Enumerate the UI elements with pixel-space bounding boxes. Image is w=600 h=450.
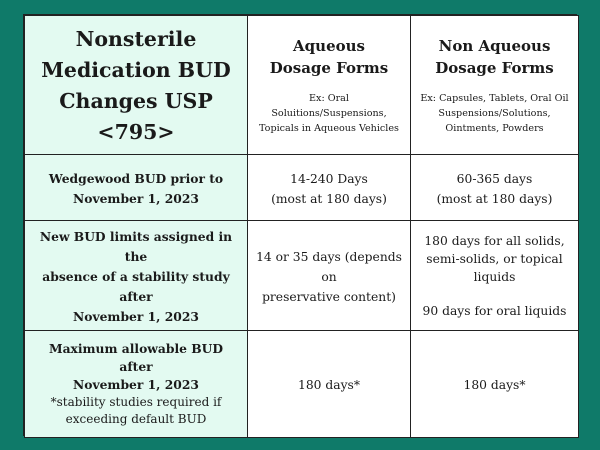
non-aqueous-value-cell [411, 331, 579, 438]
table [24, 15, 579, 438]
aqueous-heading: Aqueous Dosage Forms [269, 36, 389, 77]
page-title: Nonsterile Medication BUD Changes USP <795> [41, 27, 231, 144]
aqueous-value: 180 days* [298, 378, 360, 392]
non-aqueous-extra-value: 90 days for oral liquids [422, 303, 567, 318]
table-row [25, 331, 579, 438]
row-label: Wedgewood BUD prior to November 1, 2023 [48, 170, 224, 206]
aqueous-header-cell [248, 16, 411, 155]
row-label-cell [25, 221, 248, 331]
bud-comparison-table [23, 14, 577, 436]
aqueous-value-cell [248, 221, 411, 331]
row-label-cell [25, 331, 248, 438]
table-row [25, 221, 579, 331]
spacer [417, 286, 572, 302]
non-aqueous-value-cell [411, 155, 579, 221]
non-aqueous-value-cell [411, 221, 579, 331]
non-aqueous-heading: Non Aqueous Dosage Forms [435, 36, 554, 77]
row-label: Maximum allowable BUD after November 1, 2023 [48, 341, 224, 392]
row-label: New BUD limits assigned in the absence of a stability study after November 1, 2023 [39, 228, 233, 324]
non-aqueous-value: 180 days for all solids, semi-solids, or topical liquids [424, 233, 565, 284]
row-note: *stability studies required if exceeding default BUD [50, 395, 222, 426]
non-aqueous-header-cell [411, 16, 579, 155]
aqueous-value-cell [248, 155, 411, 221]
non-aqueous-value: 60-365 days (most at 180 days) [436, 171, 553, 206]
aqueous-value-cell [248, 331, 411, 438]
row-label-cell [25, 155, 248, 221]
table-row [25, 155, 579, 221]
aqueous-value: 14 or 35 days (depends on preservative content) [256, 249, 402, 304]
title-cell [25, 16, 248, 155]
header-row [25, 16, 579, 155]
non-aqueous-examples: Ex: Capsules, Tablets, Oral Oil Suspensions/Solutions, Ointments, Powders [420, 92, 569, 134]
aqueous-examples: Ex: Oral Soluitions/Suspensions, Topicals in Aqueous Vehicles [259, 92, 399, 134]
non-aqueous-value: 180 days* [463, 378, 526, 392]
aqueous-value: 14-240 Days (most at 180 days) [271, 171, 387, 206]
